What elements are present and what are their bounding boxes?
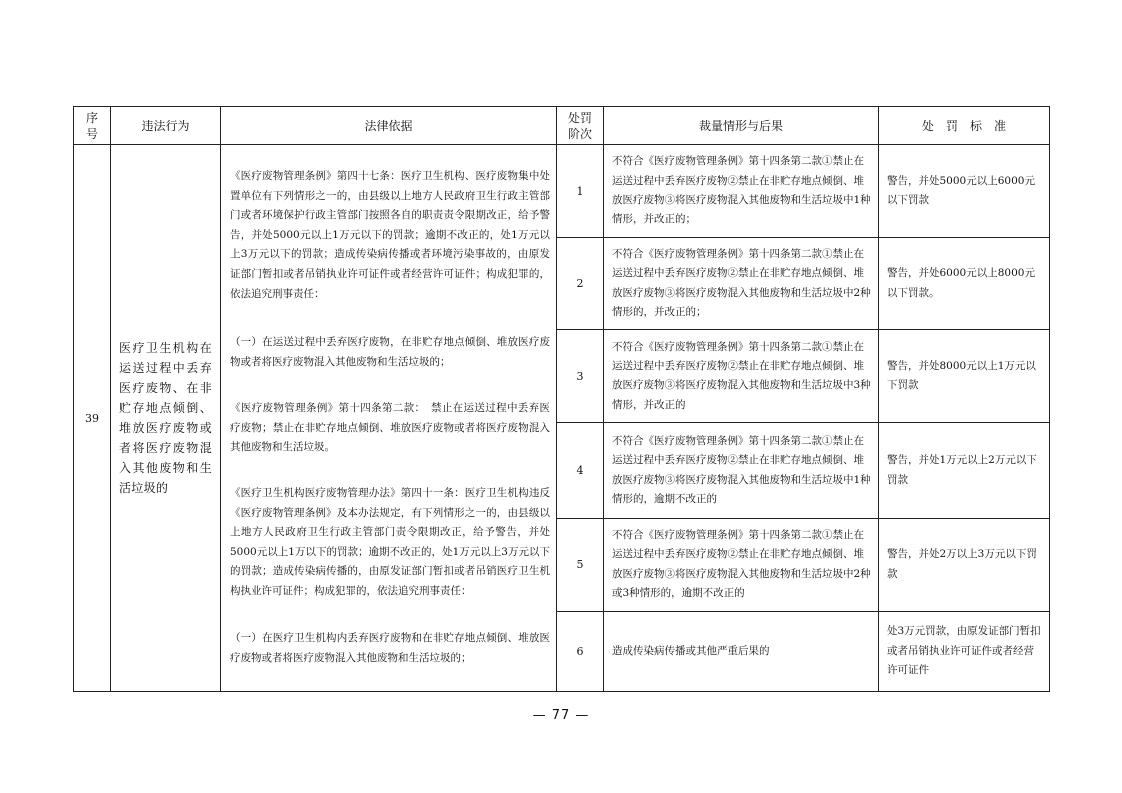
row-violation: 医疗卫生机构在运送过程中丢弃医疗废物、在非贮存地点倾倒、堆放医疗废物或者将医疗废物混入其他废物和生活垃圾的 — [111, 145, 221, 692]
level-number: 2 — [557, 238, 604, 330]
level-circumstance: 造成传染病传播或其他严重后果的 — [604, 611, 879, 691]
header-legal-basis: 法律依据 — [221, 107, 557, 145]
header-level — [557, 107, 604, 145]
header-seq — [74, 107, 111, 145]
table-row — [74, 145, 1050, 238]
header-level-line2: 阶次 — [567, 126, 592, 141]
legal-basis-para-4: 《医疗卫生机构医疗废物管理办法》第四十一条：医疗卫生机构违反《医疗废物管理条例》及本办法规定，有下列情形之一的，由县级以上地方人民政府卫生行政主管部门责令限期改正，给予警告，并处5000元以上1万以下的罚款；逾期不改正的，处1万元以上3万元以下的罚款；造成传染病传播的，由原发证部门暂扣或者吊销医疗卫生机构执业许可证件；构成犯罪的，依法追究刑事责任： — [230, 487, 550, 597]
header-violation: 违法行为 — [111, 107, 221, 145]
level-standard: 警告，并处2万以上3万元以下罚款 — [879, 518, 1050, 611]
level-number: 6 — [557, 611, 604, 691]
header-standard: 处 罚 标 准 — [879, 107, 1050, 145]
page-number: — 77 — — [532, 708, 590, 723]
level-standard: 警告，并处5000元以上6000元以下罚款 — [879, 145, 1050, 238]
legal-basis-para-5: （一）在医疗卫生机构内丢弃医疗废物和在非贮存地点倾倒、堆放医疗废物或者将医疗废物混入其他废物和生活垃圾的； — [230, 632, 550, 664]
header-row — [74, 107, 1050, 145]
level-circumstance: 不符合《医疗废物管理条例》第十四条第二款①禁止在运送过程中丢弃医疗废物②禁止在非贮存地点倾倒、堆放医疗废物③将医疗废物混入其他废物和生活垃圾中2种情形的，并改正的； — [604, 238, 879, 330]
header-seq-line2: 号 — [85, 126, 98, 141]
level-standard: 警告，并处6000元以上8000元以下罚款。 — [879, 238, 1050, 330]
level-circumstance: 不符合《医疗废物管理条例》第十四条第二款①禁止在运送过程中丢弃医疗废物②禁止在非贮存地点倾倒、堆放医疗废物③将医疗废物混入其他废物和生活垃圾中2种或3种情形的，逾期不改正的 — [604, 518, 879, 611]
level-number: 1 — [557, 145, 604, 238]
level-circumstance: 不符合《医疗废物管理条例》第十四条第二款①禁止在运送过程中丢弃医疗废物②禁止在非贮存地点倾倒、堆放医疗废物③将医疗废物混入其他废物和生活垃圾中3种情形，并改正的 — [604, 330, 879, 423]
header-seq-line1: 序 — [85, 110, 98, 125]
legal-basis-para-3: 《医疗废物管理条例》第十四条第二款： 禁止在运送过程中丢弃医疗废物；禁止在非贮存地点倾倒、堆放医疗废物或者将医疗废物混入其他废物和生活垃圾。 — [230, 402, 550, 454]
level-standard: 警告，并处1万元以上2万元以下罚款 — [879, 423, 1050, 518]
penalty-table — [73, 106, 1050, 692]
level-number: 4 — [557, 423, 604, 518]
level-standard: 处3万元罚款，由原发证部门暂扣或者吊销执业许可证件或者经营许可证件 — [879, 611, 1050, 691]
legal-basis-para-1: 《医疗废物管理条例》第四十七条：医疗卫生机构、医疗废物集中处置单位有下列情形之一的，由县级以上地方人民政府卫生行政主管部门或者环境保护行政主管部门按照各自的职责责令限期改正，给予警告，并处5000元以上1万元以下的罚款；逾期不改正的，处1万元以上3万元以下的罚款；造成传染病传播或者环境污染事故的，由原发证部门暂扣或者吊销执业许可证件或者经营许可证件；构成犯罪的，依法追究刑事责任： — [230, 170, 550, 300]
legal-basis-body — [221, 145, 556, 691]
level-number: 5 — [557, 518, 604, 611]
level-standard: 警告，并处8000元以上1万元以下罚款 — [879, 330, 1050, 423]
level-number: 3 — [557, 330, 604, 423]
level-circumstance: 不符合《医疗废物管理条例》第十四条第二款①禁止在运送过程中丢弃医疗废物②禁止在非贮存地点倾倒、堆放医疗废物③将医疗废物混入其他废物和生活垃圾中1种情形，并改正的； — [604, 145, 879, 238]
level-circumstance: 不符合《医疗废物管理条例》第十四条第二款①禁止在运送过程中丢弃医疗废物②禁止在非贮存地点倾倒、堆放医疗废物③将医疗废物混入其他废物和生活垃圾中1种情形的，逾期不改正的 — [604, 423, 879, 518]
row-legal-basis — [221, 145, 557, 692]
row-seq: 39 — [74, 145, 111, 692]
header-level-line1: 处罚 — [567, 110, 592, 125]
header-circumstance: 裁量情形与后果 — [604, 107, 879, 145]
legal-basis-para-2: （一）在运送过程中丢弃医疗废物，在非贮存地点倾倒、堆放医疗废物或者将医疗废物混入其他废物和生活垃圾的； — [230, 336, 550, 368]
